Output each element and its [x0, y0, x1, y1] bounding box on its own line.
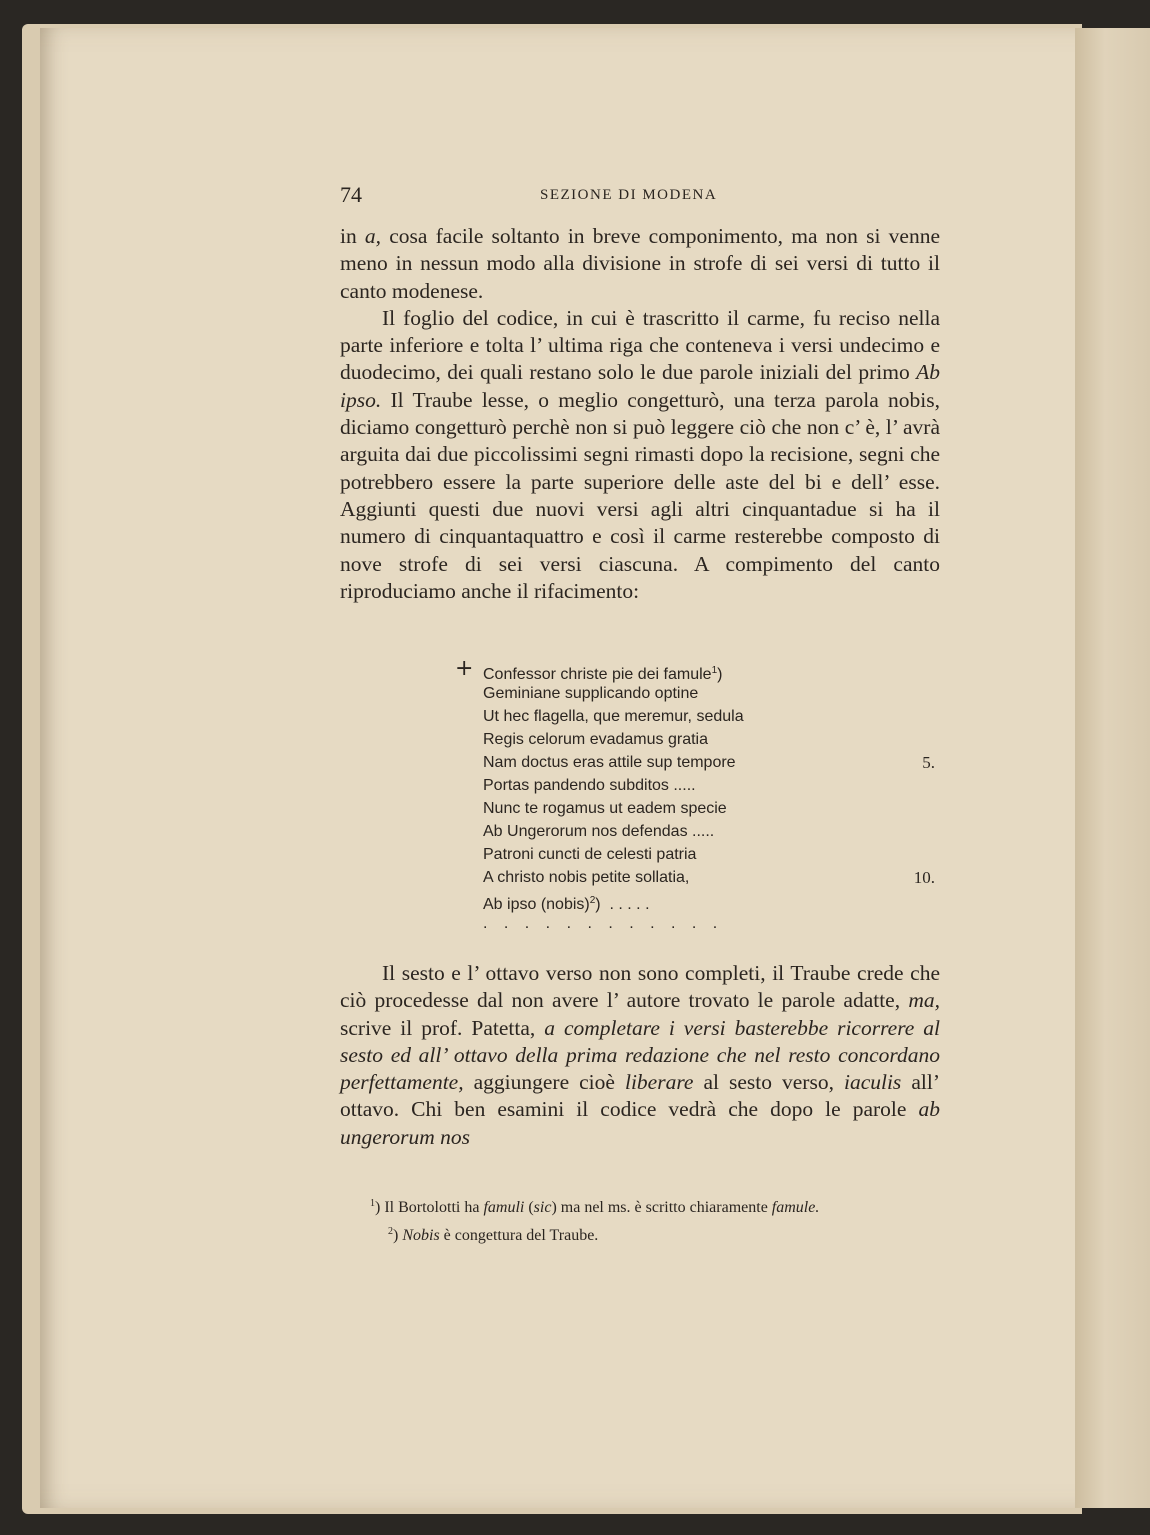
text-run: (: [524, 1199, 534, 1216]
verse-line-text: Confessor christe pie dei famule: [483, 666, 712, 683]
text-run: ): [393, 1227, 403, 1244]
line-number: 10.: [913, 868, 935, 887]
italic-run: iaculis: [843, 1070, 902, 1095]
italic-run: a completare i versi basterebbe ricorrere al sesto ed all’ ottavo della prima redazione che nel resto concordano perfettamente,: [340, 1015, 941, 1095]
footnote-marker: 1: [370, 1198, 375, 1209]
italic-run: liberare: [624, 1070, 694, 1095]
verse-line: [455, 774, 945, 797]
text-run: cosa facile soltanto in breve componimento, ma non si venne meno in nessun modo alla divisione in strofe di sei: [340, 224, 940, 276]
text-run: Il Traube lesse, o meglio: [381, 387, 628, 412]
verse-line-text: A christo nobis petite sollatia,: [483, 869, 690, 886]
text-run: versi di tutto il canto modenese.: [340, 251, 940, 303]
paragraph-2: [340, 305, 940, 605]
running-head: [340, 182, 940, 212]
verse-line: [455, 728, 945, 751]
footnote-2: [340, 1220, 950, 1248]
paragraph-1: [340, 223, 940, 305]
footnote-ref: 2: [589, 895, 596, 906]
verse-line: [455, 751, 945, 774]
paragraph-3: [340, 960, 940, 1151]
lacuna-dots: . . . . . . . . . . . .: [483, 915, 724, 932]
text-run: ) Il Bortolotti ha: [375, 1199, 484, 1216]
line-number: 5.: [922, 753, 935, 772]
verse-text: Confessor christe pie dei famule$^1$): [483, 665, 723, 683]
text-run: all’ ottavo. Chi ben esamini il codice vedrà che dopo le parole: [340, 1070, 940, 1122]
footnote-ref: 1: [711, 665, 718, 676]
text-run: in: [340, 224, 365, 248]
footnotes: [340, 1192, 950, 1248]
text-run: aggiungere cioè: [463, 1070, 625, 1095]
page-number: 74: [340, 182, 362, 207]
verse-line: [455, 866, 945, 889]
text-run: al sesto verso,: [693, 1070, 844, 1095]
verse-line: [455, 797, 945, 820]
italic-run: famuli: [483, 1199, 525, 1216]
verse-line: [455, 889, 945, 912]
ellipsis-dots: . . . . .: [609, 896, 650, 913]
italic-run: ma,: [908, 988, 940, 1013]
verse-line-text: Ab ipso (nobis): [483, 896, 590, 913]
verse-line: [455, 656, 945, 683]
body-text-top: [340, 223, 940, 605]
verse-line-text: Geminiane supplicando optine: [483, 685, 699, 702]
text-run: scrive il prof. Patetta,: [340, 1015, 545, 1040]
text-run: ) ma nel ms. è scritto chiaramente: [551, 1199, 772, 1216]
italic-run: famule.: [771, 1199, 820, 1216]
verse-line: [455, 705, 945, 728]
verse-line-text: Nam doctus eras attile sup tempore: [483, 754, 736, 771]
verse-line-text: Regis celorum evadamus gratia: [483, 731, 708, 748]
verse-line-text: Ut hec flagella, que meremur, sedula: [483, 708, 744, 725]
text-run: Il sesto e l’ ottavo verso non sono completi, il Traube crede che ciò procedesse dal non avere l’ autore trovato le parole adatte,: [340, 961, 940, 1013]
italic-run: a,: [364, 224, 382, 248]
verse-line: [455, 912, 945, 935]
verse-line-text: Patroni cuncti de celesti patria: [483, 846, 697, 863]
verse-line: [455, 843, 945, 866]
verse-text: Ab ipso (nobis)$^2$) . . . . .: [483, 895, 650, 913]
body-text-bottom: [340, 960, 940, 1151]
italic-run: ab ungerorum nos: [340, 1097, 940, 1149]
italic-run: Nobis: [402, 1227, 440, 1244]
verse-line-text: Nunc te rogamus ut eadem specie: [483, 800, 727, 817]
verse-line: [455, 682, 945, 705]
footnote-marker: 2: [388, 1226, 393, 1237]
italic-run: sic: [533, 1199, 552, 1216]
footnote-1: [340, 1192, 950, 1220]
verse-block: [455, 656, 945, 935]
cross-icon: +: [455, 656, 474, 681]
section-title: SEZIONE DI MODENA: [540, 187, 718, 203]
verse-line-text: Ab Ungerorum nos defendas .....: [483, 823, 715, 840]
text-run: è congettura del Traube.: [439, 1227, 599, 1244]
text-run: Il foglio del codice, in cui è trascritto il carme, fu reciso nella parte inferiore e tolta l’ ultima riga che conteneva i versi undecimo e duodecimo, dei quali restano solo le due parole iniziali del primo: [340, 305, 940, 385]
verse-line-text: Portas pandendo subditos .....: [483, 777, 696, 794]
italic-run: Ab ipso.: [340, 360, 940, 412]
page-fold: [1075, 28, 1150, 1508]
verse-line: [455, 820, 945, 843]
text-run: congetturò, una terza parola nobis, diciamo congetturò perchè non si può leggere ciò che non c’ è, l’ avrà arguita dai due piccolissimi segni rimasti dopo la recisione, segni che potrebbero essere la parte superiore delle aste del bi e dell’ esse. Aggiunti questi due nuovi versi agli altri cinquantadue si ha il numero di cinquantaquattro e così il carme resterebbe composto di nove strofe di sei versi ciascuna. A compimento del canto riproduciamo anche il rifacimento:: [340, 387, 940, 603]
